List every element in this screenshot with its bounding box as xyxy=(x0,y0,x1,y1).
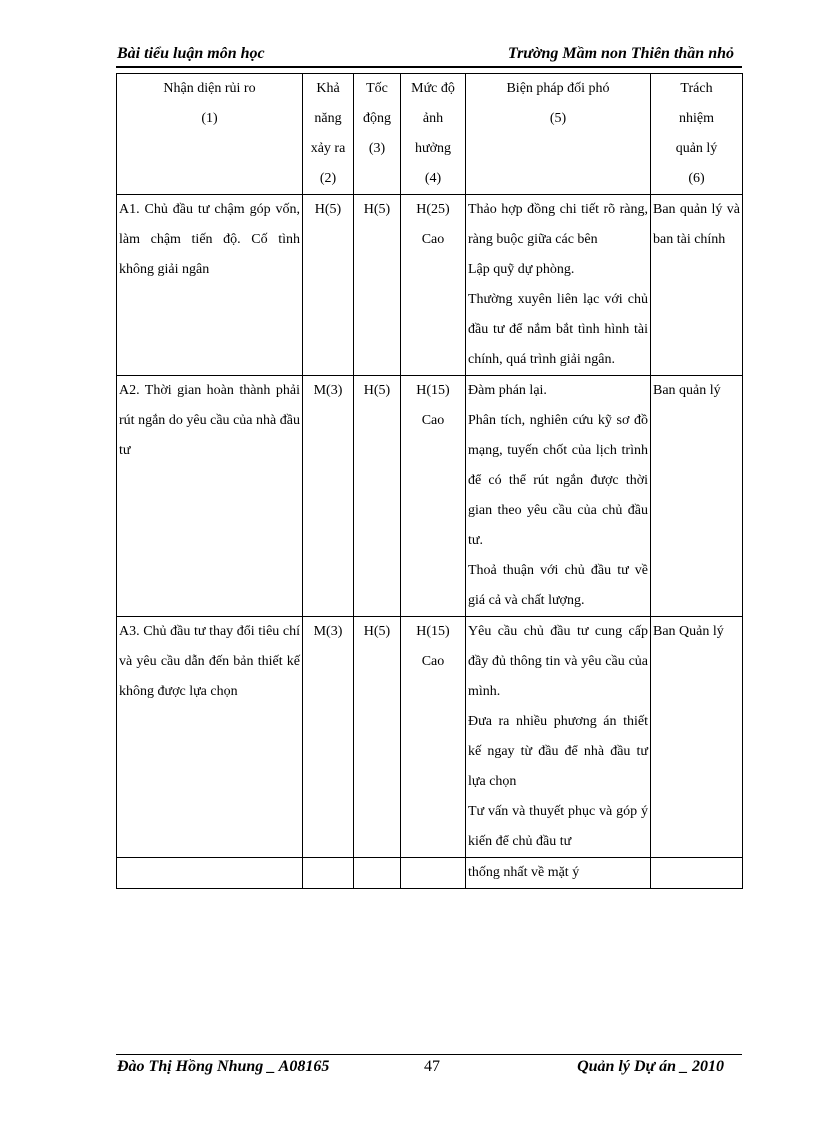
measure-item: Phân tích, nghiên cứu kỹ sơ đồ mạng, tuyến chốt của lịch trình để có thể rút ngắn được thời gian theo yêu cầu của chủ đầu tư. xyxy=(468,413,648,548)
measure-item: Thường xuyên liên lạc với chủ đầu tư để nắm bắt tình hình tài chính, quá trình giải ngân. xyxy=(468,292,648,367)
measures-cell xyxy=(466,617,651,858)
responsible-cell: Ban Quản lý xyxy=(651,617,743,858)
impact-cell xyxy=(401,376,466,617)
risk-cell xyxy=(117,858,303,889)
table-row xyxy=(117,376,743,617)
column-header-speed xyxy=(354,74,401,195)
measure-item: Đàm phán lại. xyxy=(468,383,547,398)
measure-item: Lập quỹ dự phòng. xyxy=(468,262,575,277)
measure-item: Thảo hợp đồng chi tiết rõ ràng, ràng buộc giữa các bên xyxy=(468,202,648,247)
impact-score: H(15) xyxy=(416,383,450,398)
impact-cell xyxy=(401,617,466,858)
risk-cell: A1. Chủ đầu tư chậm góp vốn, làm chậm tiến độ. Cố tình không giải ngân xyxy=(117,195,303,376)
impact-score: H(15) xyxy=(416,624,450,639)
speed-cell xyxy=(354,858,401,889)
impact-cell xyxy=(401,195,466,376)
impact-level: Cao xyxy=(421,232,445,247)
running-header-right: Trường Mầm non Thiên thần nhỏ xyxy=(507,45,734,62)
header-line: năng xyxy=(314,111,342,126)
header-line: xảy ra xyxy=(310,141,346,156)
page-number: 47 xyxy=(424,1058,440,1075)
header-line: ảnh xyxy=(422,111,444,126)
header-line: Tốc xyxy=(366,81,388,96)
table-header-row xyxy=(117,74,743,195)
risk-cell: A2. Thời gian hoàn thành phải rút ngắn do yêu cầu của nhà đầu tư xyxy=(117,376,303,617)
table-row xyxy=(117,617,743,858)
running-header-left: Bài tiểu luận môn học xyxy=(117,45,265,62)
footer-course: Quản lý Dự án _ 2010 xyxy=(577,1058,724,1075)
header-line: (5) xyxy=(549,111,567,126)
likelihood-cell: M(3) xyxy=(303,617,354,858)
header-line: (6) xyxy=(688,171,705,186)
header-line: (2) xyxy=(319,171,337,186)
measure-item: Yêu cầu chủ đầu tư cung cấp đầy đủ thông tin và yêu cầu của mình. xyxy=(468,624,648,699)
measure-item: Tư vấn và thuyết phục và góp ý kiến để chủ đầu tư xyxy=(468,804,648,849)
responsible-cell: Ban quản lý và ban tài chính xyxy=(651,195,743,376)
impact-score: H(25) xyxy=(416,202,450,217)
speed-cell: H(5) xyxy=(354,376,401,617)
impact-cell xyxy=(401,858,466,889)
column-header-responsible xyxy=(651,74,743,195)
risk-table xyxy=(116,73,743,889)
table-row xyxy=(117,858,743,889)
responsible-cell xyxy=(651,858,743,889)
header-line: Khả xyxy=(316,81,340,96)
footer-rule xyxy=(116,1054,742,1055)
header-line: nhiệm xyxy=(679,111,714,126)
header-line: quản lý xyxy=(675,141,718,156)
impact-level: Cao xyxy=(421,413,445,428)
risk-cell: A3. Chủ đầu tư thay đổi tiêu chí và yêu cầu dẫn đến bản thiết kế không được lựa chọn xyxy=(117,617,303,858)
measures-cell xyxy=(466,195,651,376)
likelihood-cell: H(5) xyxy=(303,195,354,376)
header-line: (3) xyxy=(368,141,386,156)
measures-cell: thống nhất về mặt ý xyxy=(466,858,651,889)
column-header-impact xyxy=(401,74,466,195)
responsible-cell: Ban quản lý xyxy=(651,376,743,617)
footer-author: Đào Thị Hồng Nhung _ A08165 xyxy=(117,1058,330,1075)
header-line: (4) xyxy=(424,171,442,186)
measure-item: Đưa ra nhiều phương án thiết kế ngay từ đầu để nhà đầu tư lựa chọn xyxy=(468,714,648,789)
measures-cell xyxy=(466,376,651,617)
header-line: Biện pháp đối phó xyxy=(506,81,610,96)
header-line: Trách xyxy=(680,81,713,96)
header-line: Mức độ xyxy=(411,81,455,96)
header-line: (1) xyxy=(201,111,218,126)
likelihood-cell xyxy=(303,858,354,889)
header-line: Nhận diện rủi ro xyxy=(163,81,256,96)
speed-cell: H(5) xyxy=(354,195,401,376)
header-line: hưởng xyxy=(415,141,451,156)
column-header-likelihood xyxy=(303,74,354,195)
measure-item: Thoả thuận với chủ đầu tư về giá cả và chất lượng. xyxy=(468,563,648,608)
header-rule xyxy=(116,66,742,68)
likelihood-cell: M(3) xyxy=(303,376,354,617)
column-header-risk xyxy=(117,74,303,195)
header-line: động xyxy=(363,111,391,126)
table-row xyxy=(117,195,743,376)
column-header-measures xyxy=(466,74,651,195)
impact-level: Cao xyxy=(421,654,445,669)
speed-cell: H(5) xyxy=(354,617,401,858)
